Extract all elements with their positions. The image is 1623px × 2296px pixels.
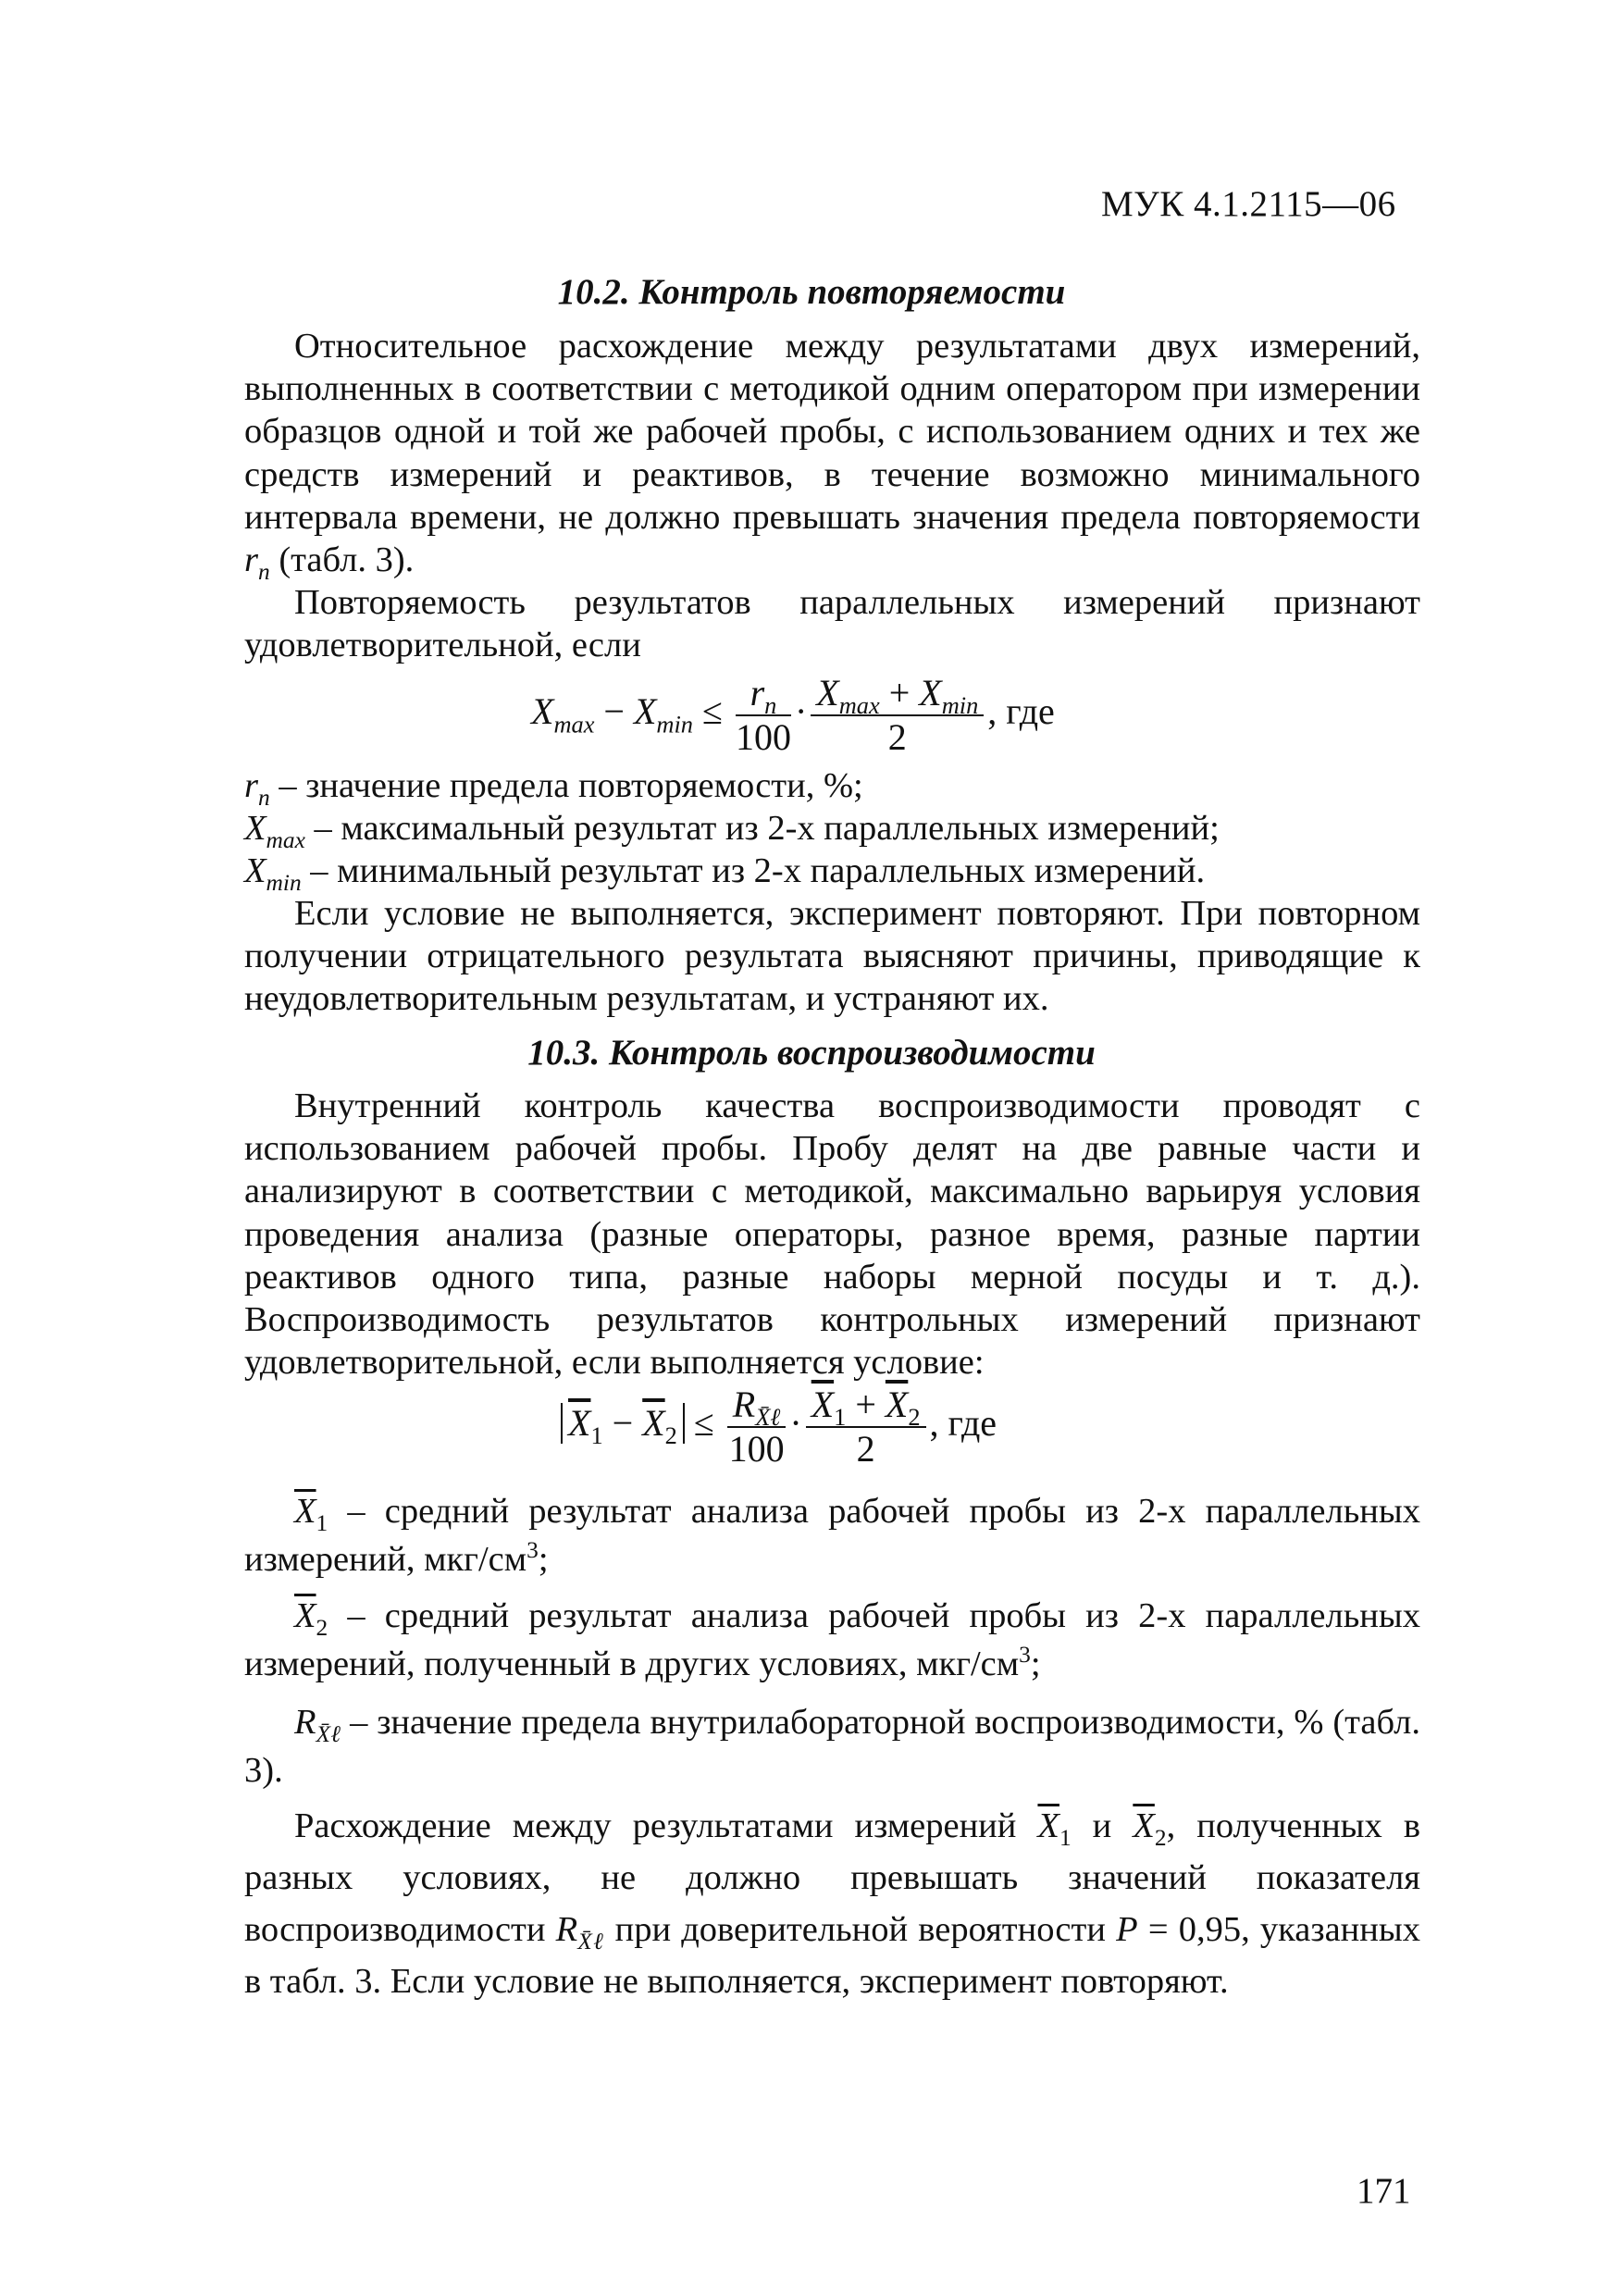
- page-number: 171: [1357, 2171, 1411, 2211]
- definition-x2: $\overline{X}_2$ – средний результат анализа рабочей пробы из 2-х параллельных измерений, полученный в других условиях, мкг/$см^3$;: [244, 1596, 1420, 1683]
- formula-repeatability: $X_{max} - X_{min}$ ≤ $\frac{r_n}{100}$ · $\frac{X_{max} + X_{min}}{2}$ , где: [531, 672, 1055, 758]
- paragraph-repeatability-definition: Относительное расхождение между результатами двух измерений, выполненных в соответствии с методикой одним оператором при измерении образцов одной и той же рабочей пробы, с использованием одних и тех же средств измерений и реактивов, в течение возможно минимального интервала времени, не должно превышать значения предела повторяемости $r_n$ (табл. 3).: [244, 327, 1420, 585]
- paragraph-reproducibility-definition: Внутренний контроль качества воспроизводимости проводят с использованием рабочей пробы. Пробу делят на две равные части и анализируют в соответствии с методикой, максимально варьируя условия проведения анализа (разные операторы, разное время, разные партии реактивов одного типа, разные наборы мерной посуды и т. д.). Воспроизводимость результатов контрольных измерений признают удовлетворительной, если выполняется условие:: [244, 1086, 1420, 1383]
- formula-reproducibility: $\overline{X}_1 - \overline{X}_2$ ≤ $\frac{R_{X̄\ell}}{100}$ · $\frac{\overline{X}_1 + \overline{X}_2}{2}$ , где: [561, 1385, 997, 1469]
- document-id: МУК 4.1.2115—06: [1101, 184, 1396, 224]
- paragraph-repeatability-failure: Если условие не выполняется, эксперимент повторяют. При повторном получении отрицательного результата выясняют причины, приводящие к неудовлетворительным результатам, и устраняют их.: [244, 894, 1420, 1019]
- definition-xmin: $X_{min}$ – минимальный результат из 2-х параллельных измерений.: [244, 851, 1206, 896]
- definition-rn: $r_n$ – значение предела повторяемости, %;: [244, 766, 863, 811]
- fraction-x1-plus-x2: $\frac{\overline{X}_1 + \overline{X}_2}{2}$: [806, 1385, 926, 1469]
- fraction-xmax-plus-xmin: $\frac{X_{max} + X_{min}}{2}$: [811, 674, 984, 757]
- definition-r-reproducibility: $R_{X̄\ell}$ – значение предела внутрилабораторной воспроизводимости, % (табл. 3).: [244, 1703, 1420, 1790]
- section-heading-reproducibility: 10.3. Контроль воспроизводимости: [527, 1033, 1096, 1073]
- fraction-r-100: $\frac{R_{X̄\ell}}{100}$: [728, 1384, 785, 1470]
- paragraph-repeatability-criterion: Повторяемость результатов параллельных измерений признают удовлетворительной, если: [244, 583, 1420, 665]
- paragraph-reproducibility-condition: Расхождение между результатами измерений $\overline{X}_1$ и $\overline{X}_2$, полученных в разных условиях, не должно превышать значений показателя воспроизводимости $R_{X̄\ell}$ при доверительной вероятности P = 0,95, указанных в табл. 3. Если условие не выполняется, эксперимент повторяют.: [244, 1806, 1421, 2001]
- definition-xmax: $X_{max}$ – максимальный результат из 2-х параллельных измерений;: [244, 809, 1220, 853]
- fraction-rn-100: $\frac{r_n}{100}$: [735, 672, 791, 758]
- definition-x1: $\overline{X}_1$ – средний результат анализа рабочей пробы из 2-х параллельных измерений, мкг/$см^3$;: [244, 1492, 1420, 1579]
- section-heading-repeatability: 10.2. Контроль повторяемости: [557, 272, 1066, 312]
